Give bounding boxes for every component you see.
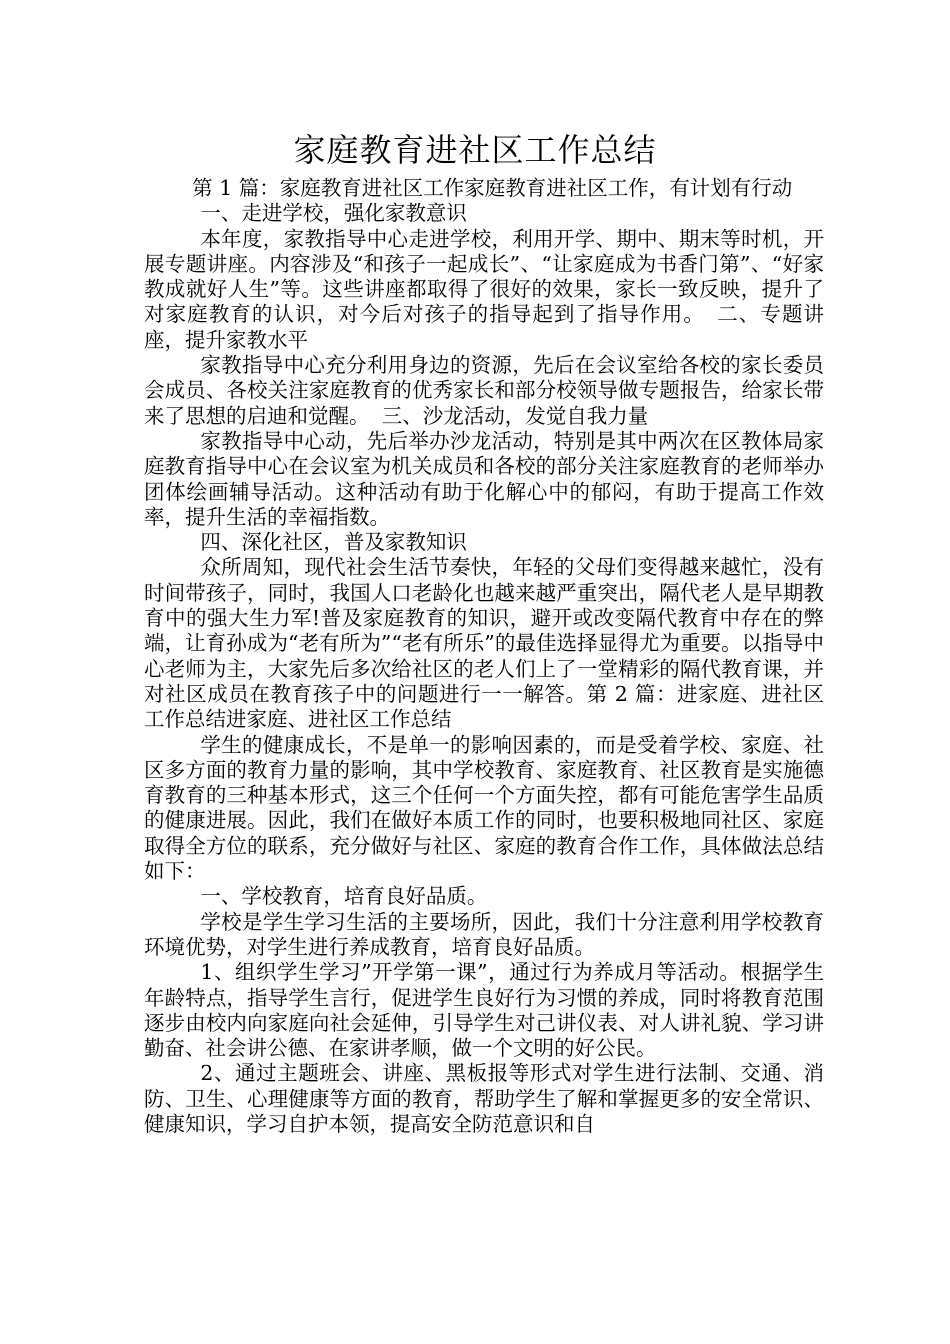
document-title: 家庭教育进社区工作总结 bbox=[293, 131, 657, 169]
paragraph-1 bbox=[144, 227, 824, 353]
paragraph-2-text: 家教指导中心充分利用身边的资源，先后在会议室给各校的家长委员会成员、各校关注家庭教育的优秀家长和部分校领导做专题报告，给家长带来了思想的启迪和觉醒。 bbox=[144, 353, 824, 428]
paragraph-4: 众所周知，现代社会生活节奏快，年轻的父母们变得越来越忙，没有时间带孩子，同时，我国人口老龄化也越来越严重突出，隔代老人是早期教育中的强大生力军!普及家庭教育的知识，避开或改变隔代教育中存在的弊端，让育孙成为“老有所为”“老有所乐”的最佳选择显得尤为重要。以指导中心老师为主，大家先后多次给社区的老人们上了一堂精彩的隔代教育课，并对社区成员在教育孩子中的问题进行一一解答。第 2 篇：进家庭、进社区工作总结进家庭、进社区工作总结 bbox=[144, 555, 824, 732]
heading-2: 二、专题讲座，提升家教水平 bbox=[144, 302, 825, 352]
heading-1: 一、走进学校，强化家教意识 bbox=[200, 201, 467, 226]
paragraph-3: 家教指导中心动，先后举办沙龙活动，特别是其中两次在区教体局家庭教育指导中心在会议室为机关成员和各校的部分关注家庭教育的老师举办团体绘画辅导活动。这种活动有助于化解心中的郁闷，有助于提高工作效率，提升生活的幸福指数。 bbox=[144, 428, 824, 529]
heading-5: 一、学校教育，培育良好品质。 bbox=[200, 884, 488, 909]
paragraph-8: 2、通过主题班会、讲座、黑板报等形式对学生进行法制、交通、消防、卫生、心理健康等方面的教育，帮助学生了解和掌握更多的安全常识、健康知识，学习自护本领，提高安全防范意识和自 bbox=[144, 1061, 824, 1136]
paragraph-6: 学校是学生学习生活的主要场所，因此，我们十分注意利用学校教育环境优势，对学生进行养成教育，培育良好品质。 bbox=[144, 909, 824, 959]
paragraph-1-text: 本年度，家教指导中心走进学校，利用开学、期中、期末等时机，开展专题讲座。内容涉及“和孩子一起成长”、“让家庭成为书香门第”、“好家教成就好人生”等。这些讲座都取得了很好的效果，家长一致反映，提升了对家庭教育的认识，对今后对孩子的指导起到了指导作用。 bbox=[144, 226, 824, 327]
paragraph-7: 1、组织学生学习”开学第一课”，通过行为养成月等活动。根据学生年龄特点，指导学生言行，促进学生良好行为习惯的养成，同时将教育范围逐步由校内向家庭向社会延伸，引导学生对己讲仪表、对人讲礼貌、学习讲勤奋、社会讲公德、在家讲孝顺，做一个文明的好公民。 bbox=[144, 960, 824, 1061]
paragraph-2 bbox=[144, 353, 824, 429]
paragraph-5: 学生的健康成长，不是单一的影响因素的，而是受着学校、家庭、社区多方面的教育力量的影响，其中学校教育、家庭教育、社区教育是实施德育教育的三种基本形式，这三个任何一个方面失控，都有可能危害学生品质的健康进展。因此，我们在做好本质工作的同时，也要积极地同社区、家庭取得全方位的联系，充分做好与社区、家庭的教育合作工作，具体做法总结如下： bbox=[144, 732, 824, 884]
heading-4: 四、深化社区，普及家教知识 bbox=[200, 530, 467, 555]
document-body bbox=[144, 176, 824, 1137]
heading-3: 三、沙龙活动，发觉自我力量 bbox=[381, 403, 649, 428]
paragraph-intro: 第 1 篇：家庭教育进社区工作家庭教育进社区工作，有计划有行动 bbox=[192, 176, 793, 200]
